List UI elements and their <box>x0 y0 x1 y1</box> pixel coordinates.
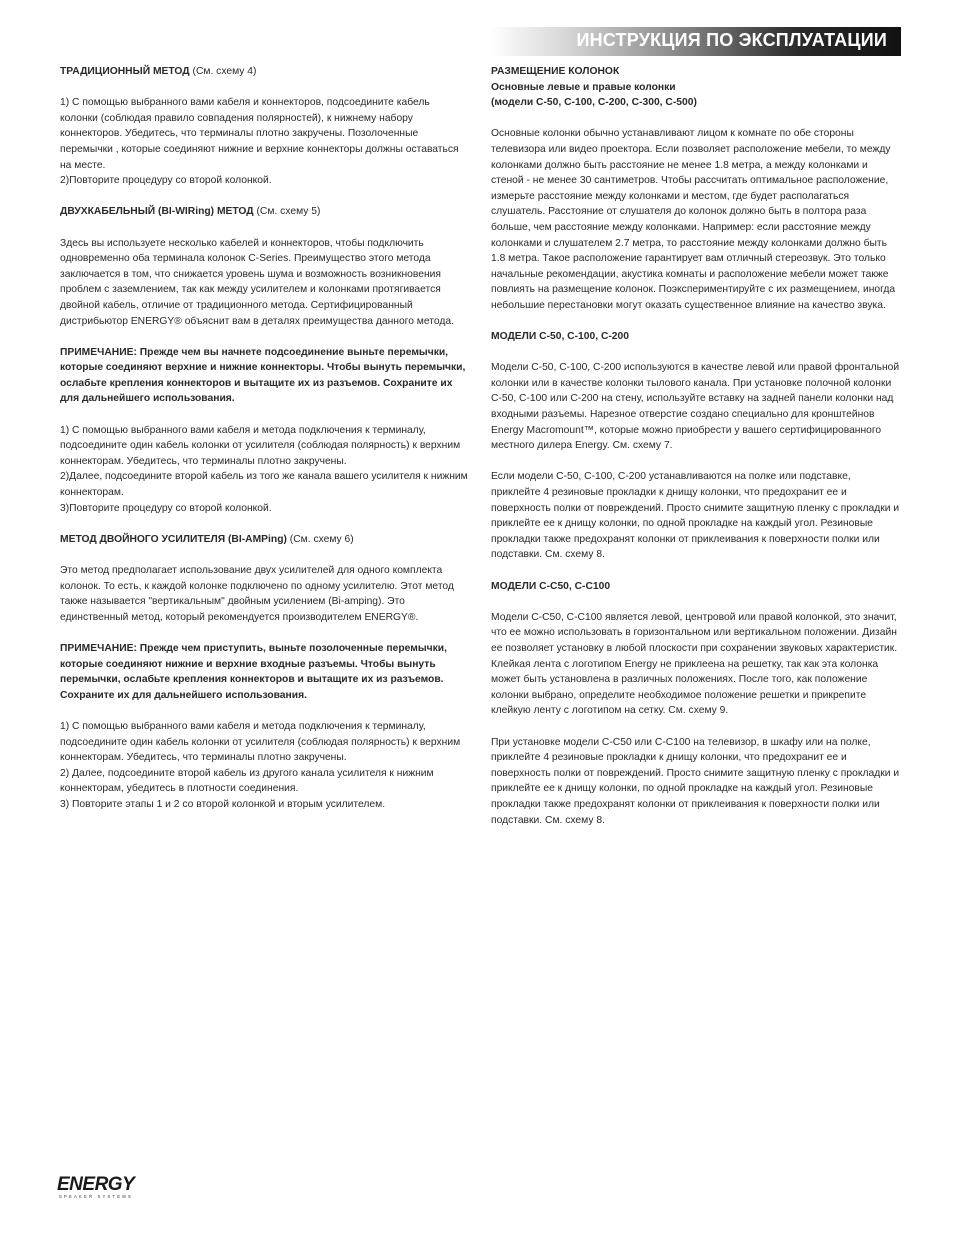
paragraph: Основные колонки обычно устанавливают лицом к комнате по обе стороны телевизора или видео проектора. Если позволяет расположение мебели, то между колонками должно быть расстояние не менее 1.8 метра, а между колонками и стеной - не менее 30 сантиметров. Чтобы рассчитать оптимальное расположение, измерьте расстояние между колонками и местом, где будет располагаться слушатель. Расстояние от слушателя до колонок должно быть в полтора раза больше, чем расстояние между колонками. Например: если расстояние между колонками и слушателем 2.7 метра, то расстояние между колонками должно быть 1.8 метра. Такое расположение гарантирует вам отличный стереозвук. Это только начальные рекомендации, акустика комнаты и расположение мебели может также повлиять на размещение колонок. Поэкспериментируйте с их размещением, иногда небольшие перестановки могут оказать существенное влияние на качество звука. <box>491 128 896 311</box>
figure-ref: (См. схему 6) <box>286 533 354 545</box>
figure-ref: (См. схему 5) <box>253 206 321 218</box>
section-heading-models-2: МОДЕЛИ C-C50, C-C100 <box>491 580 611 592</box>
note: ПРИМЕЧАНИЕ: Прежде чем приступить, выньте позолоченные перемычки, которые соединяют нижние и верхние входные разъемы. Чтобы вынуть перемычки, ослабьте крепления коннекторов и вытащите их из разъемов. Сохраните их для дальнейшего использования. <box>60 642 447 701</box>
page-title: ИНСТРУКЦИЯ ПО ЭКСПЛУАТАЦИИ <box>576 30 887 50</box>
left-column <box>60 64 470 828</box>
logo-subtext: SPEAKER SYSTEMS <box>59 1194 133 1199</box>
paragraph: Здесь вы используете несколько кабелей и коннекторов, чтобы подключить одновременно оба терминала колонок C-Series. Преимущество этого метода заключается в том, что снижается уровень шума и возможность возникновения проблем с заземлением, так как между усилителем и колонками протягивается двойной кабель, отличие от традиционного метода. Сертифицированный дистрибьютор ENERGY® объяснит вам в деталях преимущества данного метода. <box>60 237 454 327</box>
right-column <box>491 64 903 844</box>
section-heading-biamp <box>60 532 470 548</box>
energy-logo <box>57 1172 157 1200</box>
heading-text: МЕТОД ДВОЙНОГО УСИЛИТЕЛЯ (BI-AMPing) <box>60 533 287 545</box>
paragraph: 1) С помощью выбранного вами кабеля и коннекторов, подсоедините кабель колонки (соблюдая правило совпадения полярностей), к нижнему набору коннекторов. Убедитесь, что терминалы плотно закручены. Позолоченные перемычки , которые соединяют нижние и верхние коннекторы должны оставаться на месте. 2)Повторите процедуру со второй колонкой. <box>60 97 459 187</box>
paragraph: Модели C-C50, C-C100 является левой, центровой или правой колонкой, это значит, что ее можно использовать в горизонтальном или вертикальном положении. Дизайн ее позволяет установку в любой плоскости при сохранении звуковых характеристик. Клейкая лента с логотипом Energy не приклеена на решетку, так как эта колонка может быть установлена в различных положениях. После того, как положение колонки выбрано, определите необходимое положение решетки и прикрепите клейкую ленту с логотипом на сетку. См. схему 9. <box>491 611 898 717</box>
paragraph: Если модели C-50, C-100, C-200 устанавливаются на полке или подставке, приклейте 4 резиновые прокладки к днищу колонки, что предохранит ее и поверхность полки от повреждений. Просто снимите защитную пленку с прокладки и приклейте ее к днищу колонки, по одной прокладке на каждый угол. Резиновые прокладки также предохранят колонки от приклеивания к поверхности полки или подставки. См. схему 8. <box>491 471 900 561</box>
section-heading-traditional <box>60 64 470 80</box>
header-bar <box>490 27 901 56</box>
section-heading-biwire <box>60 204 470 220</box>
figure-ref: (См. схему 4) <box>189 66 257 77</box>
heading-text: ДВУХКАБЕЛЬНЫЙ (BI-WIRing) МЕТОД <box>60 206 254 218</box>
section-heading-placement: РАЗМЕЩЕНИЕ КОЛОНОК Основные левые и правые колонки (модели C-50, C-100, C-200, C-300, C-500) <box>491 66 697 109</box>
paragraph: 1) С помощью выбранного вами кабеля и метода подключения к терминалу, подсоедините один кабель колонки от усилителя (соблюдая полярность) к верхним коннекторам. Убедитесь, что терминалы плотно закручены. 2)Далее, подсоедините второй кабель из того же канала вашего усилителя к нижним коннекторам. 3)Повторите процедуру со второй колонкой. <box>60 424 468 514</box>
heading-text: ТРАДИЦИОННЫЙ МЕТОД <box>60 66 190 77</box>
paragraph: При установке модели C-C50 или C-C100 на телевизор, в шкафу или на полке, приклейте 4 резиновые прокладки к днищу колонки, что предохранит ее и поверхность полки от повреждений. Просто снимите защитную пленку с прокладки и приклейте ее к днищу колонки, по одной прокладке на каждый угол. Резиновые прокладки также предохранят колонки от приклеивания к поверхности полки или подставки. См. схему 8. <box>491 736 900 826</box>
paragraph: Модели C-50, C-100, C-200 используются в качестве левой или правой фронтальной колонки или в качестве колонки тылового канала. При установке полочной колонки C-50, C-100 или C-200 на стену, используйте вставку на задней панели колонки над входными разъемы. Нарезное отверстие создано специально для кронштейнов Energy Macromount™, которые можно приобрести у вашего сертифицированного местного дилера Energy. См. схему 7. <box>491 362 900 452</box>
paragraph: Это метод предполагает использование двух усилителей для одного комплекта колонок. То есть, к каждой колонке подключено по одному усилителю. Этот метод также называется "вертикальным" двойным усилением (Bi-amping). Это единственный метод, который рекомендуется производителем ENERGY®. <box>60 565 454 623</box>
section-heading-models-1: МОДЕЛИ C-50, C-100, C-200 <box>491 331 629 343</box>
logo-wordmark: ENERGY <box>57 1174 135 1195</box>
paragraph: 1) С помощью выбранного вами кабеля и метода подключения к терминалу, подсоедините один кабель колонки от усилителя (соблюдая полярность) к верхним коннекторам. Убедитесь, что терминалы плотно закручены. 2) Далее, подсоедините второй кабель из другого канала усилителя к нижним коннекторам, убедитесь в плотности соединения. 3) Повторите этапы 1 и 2 со второй колонкой и вторым усилителем. <box>60 720 461 810</box>
note: ПРИМЕЧАНИЕ: Прежде чем вы начнете подсоединение выньте перемычки, которые соединяют верхние и нижние коннекторы. Чтобы вынуть перемычки, ослабьте крепления коннекторов и вытащите их из разъемов. Сохраните их для дальнейшего использования. <box>60 346 466 405</box>
